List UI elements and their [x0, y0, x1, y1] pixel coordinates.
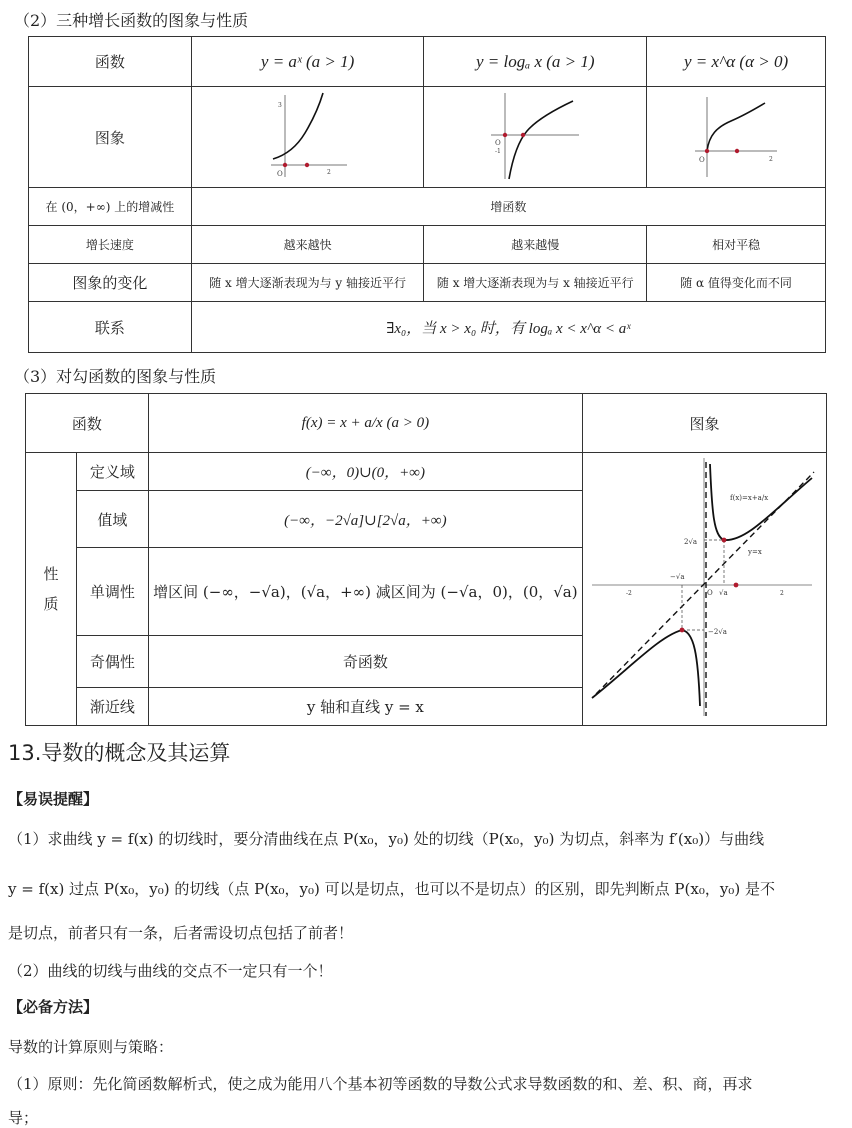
change-exp: 随 x 增大逐渐表现为与 y 轴接近平行 — [191, 264, 424, 302]
tick-graph-cell — [582, 453, 826, 726]
func-log: y = logₐ x (a > 1) — [424, 37, 647, 87]
tick-func-label: 函数 — [26, 394, 149, 453]
section13-heading: 13.导数的概念及其运算 — [8, 741, 231, 765]
o-label-3: O — [699, 156, 705, 164]
mono-label: 在 (0，+∞) 上的增减性 — [29, 188, 192, 226]
section3-title: （3）对勾函数的图象与性质 — [14, 367, 217, 386]
relation-value: ∃x₀，当 x > x₀ 时，有 logₐ x < x^α < aˣ — [191, 302, 825, 353]
relation-label: 联系 — [29, 302, 192, 353]
graph-pow — [691, 89, 781, 181]
tick-2: 2 — [326, 169, 331, 176]
func-exp: y = aˣ (a > 1) — [191, 37, 424, 87]
tag-mistakes: 【易误提醒】 — [8, 790, 99, 808]
domain-label: 定义域 — [76, 453, 148, 491]
para-1b: y = f(x) 过点 P(x₀，y₀) 的切线（点 P(x₀，y₀) 可以是切点，也可以不是切点）的区别，即先判断点 P(x₀，y₀) 是不 — [8, 880, 775, 898]
fx-label: f(x)=x+a/x — [730, 494, 769, 502]
speed-log: 越来越慢 — [424, 226, 647, 264]
two-sqrt-a: 2√a — [684, 538, 698, 546]
tick-table — [25, 393, 827, 726]
monotonic-label: 单调性 — [76, 548, 148, 636]
para-4a: （1）原则：先化简函数解析式，使之成为能用八个基本初等函数的导数公式求导数函数的和、差、积、商，再求 — [8, 1075, 753, 1093]
yx-label: y=x — [748, 548, 763, 556]
para-3: 导数的计算原则与策略： — [8, 1038, 174, 1056]
domain-value: (−∞，0)∪(0，+∞) — [148, 453, 582, 491]
change-pow: 随 α 值得变化而不同 — [647, 264, 826, 302]
tag-methods: 【必备方法】 — [8, 998, 99, 1016]
speed-exp: 越来越快 — [191, 226, 424, 264]
range-value: (−∞，−2√a]∪[2√a，+∞) — [148, 491, 582, 548]
neg-sqrt-a: −√a — [670, 573, 685, 581]
neg-two-sqrt-a: −2√a — [708, 628, 728, 636]
prop-label: 性 质 — [26, 453, 77, 726]
o-label-2: O — [495, 139, 502, 147]
para-1c: 是切点，前者只有一条，后者需设切点包括了前者！ — [8, 924, 354, 942]
para-2: （2）曲线的切线与曲线的交点不一定只有一个！ — [8, 962, 333, 980]
mono-value: 增函数 — [191, 188, 825, 226]
tick-graph-label: 图象 — [582, 394, 826, 453]
graph-exp — [263, 89, 353, 181]
change-label: 图象的变化 — [29, 264, 192, 302]
para-1a: （1）求曲线 y = f(x) 的切线时，要分清曲线在点 P(x₀，y₀) 处的切线（P(x₀，y₀) 为切点，斜率为 f′(x₀)）与曲线 — [8, 830, 765, 848]
func-label: 函数 — [29, 37, 192, 87]
change-log: 随 x 增大逐渐表现为与 x 轴接近平行 — [424, 264, 647, 302]
graph-exp-cell — [191, 87, 424, 188]
graph-log — [487, 89, 583, 181]
range-label: 值域 — [76, 491, 148, 548]
growth-table — [28, 36, 826, 353]
tick-graph — [586, 454, 822, 720]
asymptote-value: y 轴和直线 y = x — [148, 688, 582, 726]
graph-pow-cell — [647, 87, 826, 188]
speed-pow: 相对平稳 — [647, 226, 826, 264]
tick-pos2: 2 — [780, 590, 785, 597]
para-4b: 导； — [8, 1109, 39, 1127]
tick-neg2: -2 — [626, 590, 633, 597]
func-pow: y = x^α (α > 0) — [647, 37, 826, 87]
speed-label: 增长速度 — [29, 226, 192, 264]
parity-label: 奇偶性 — [76, 636, 148, 688]
tick-3: 3 — [277, 102, 282, 109]
parity-value: 奇函数 — [148, 636, 582, 688]
graph-log-cell — [424, 87, 647, 188]
tick-o: O — [707, 589, 714, 597]
o-label: O — [276, 170, 283, 178]
tick-2b: 2 — [769, 156, 773, 163]
sqrt-a: √a — [719, 589, 729, 597]
tick-neg1: -1 — [495, 148, 502, 155]
asymptote-label: 渐近线 — [76, 688, 148, 726]
monotonic-value: 增区间 (−∞，−√a)，(√a，+∞) 减区间为 (−√a，0)，(0，√a) — [148, 548, 582, 636]
section2-title: （2）三种增长函数的图象与性质 — [14, 11, 249, 30]
graph-label: 图象 — [29, 87, 192, 188]
tick-func: f(x) = x + a/x (a > 0) — [148, 394, 582, 453]
